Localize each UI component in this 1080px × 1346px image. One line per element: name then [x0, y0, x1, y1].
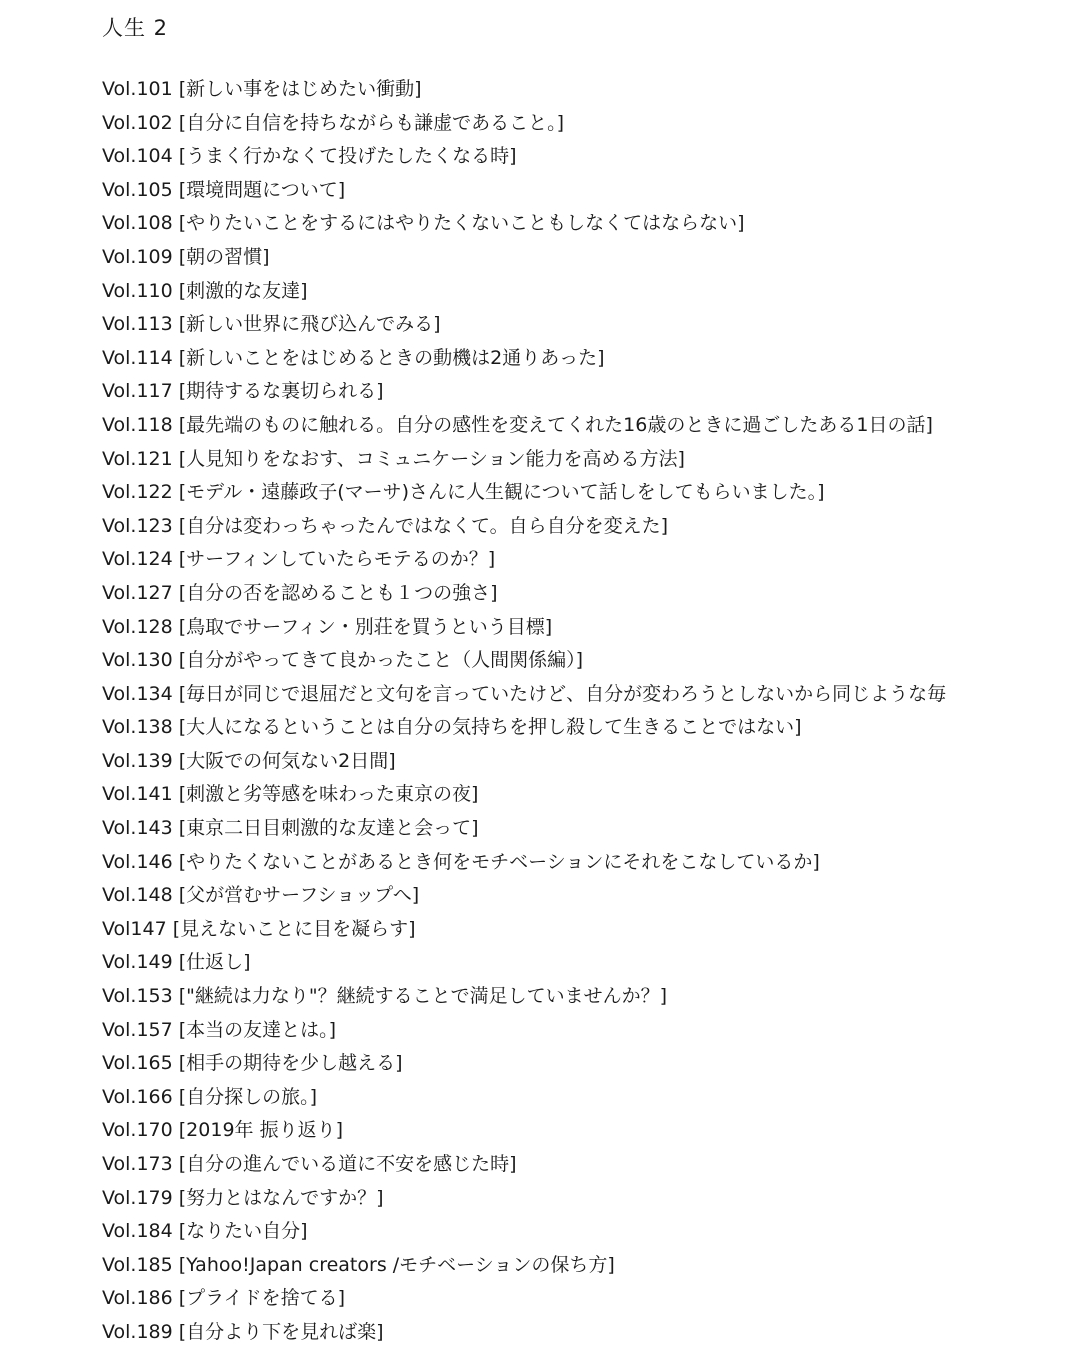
list-item: Vol.146 [やりたくないことがあるとき何をモチベーションにそれをこなしているか] [102, 850, 820, 873]
list-item: Vol.189 [自分より下を見れば楽] [102, 1320, 384, 1343]
document-title: 人生 2 [102, 16, 169, 40]
list-item: Vol.123 [自分は変わっちゃったんではなくて。自ら自分を変えた] [102, 514, 669, 537]
list-item: Vol.109 [朝の習慣] [102, 245, 270, 268]
list-item: Vol.127 [自分の否を認めることも１つの強さ] [102, 581, 498, 604]
list-item: Vol.101 [新しい事をはじめたい衝動] [102, 78, 422, 100]
list-item: Vol.139 [大阪での何気ない2日間] [102, 749, 396, 772]
list-item: Vol.122 [モデル・遠藤政子(マーサ)さんに人生観について話しをしてもらいました。] [102, 481, 825, 504]
list-item: Vol.186 [プライドを捨てる] [102, 1287, 346, 1310]
list-item: Vol.166 [自分探しの旅。] [102, 1085, 318, 1108]
list-item: Vol.173 [自分の進んでいる道に不安を感じた時] [102, 1153, 517, 1175]
list-item: Vol.113 [新しい世界に飛び込んでみる] [102, 313, 441, 336]
list-item: Vol.121 [人見知りをなおす、コミュニケーション能力を高める方法] [102, 447, 685, 470]
list-item: Vol.149 [仕返し] [102, 951, 251, 974]
list-item: Vol.134 [毎日が同じで退屈だと文句を言っていたけど、自分が変わろうとしないから同じような毎 [102, 682, 947, 705]
list-item: Vol.117 [期待するな裏切られる] [102, 380, 384, 403]
list-item: Vol.141 [刺激と劣等感を味わった東京の夜] [102, 783, 479, 806]
list-item: Vol.157 [本当の友達とは。] [102, 1018, 337, 1041]
list-item: Vol.184 [なりたい自分] [102, 1220, 308, 1243]
list-item: Vol.185 [Yahoo!Japan creators /モチベーションの保ち方] [102, 1253, 615, 1276]
list-item: Vol.179 [努力とはなんですか？] [102, 1186, 384, 1209]
list-item: Vol.138 [大人になるということは自分の気持ちを押し殺して生きることではない] [102, 716, 802, 739]
list-item: Vol.130 [自分がやってきて良かったこと（人間関係編）] [102, 649, 584, 672]
list-item: Vol.102 [自分に自信を持ちながらも謙虚であること。] [102, 111, 565, 134]
list-item: Vol.148 [父が営むサーフショップへ] [102, 884, 420, 907]
list-item: Vol.170 [2019年 振り返り] [102, 1119, 343, 1142]
list-item: Vol.124 [サーフィンしていたらモテるのか？] [102, 548, 496, 571]
entry-list [102, 73, 995, 1346]
list-item: Vol.114 [新しいことをはじめるときの動機は2通りあった] [102, 346, 605, 369]
list-item: Vol.105 [環境問題について] [102, 178, 346, 201]
list-item: Vol.143 [東京二日目刺激的な友達と会って] [102, 817, 479, 840]
list-item: Vol.153 ["継続は力なり"？継続することで満足していませんか？] [102, 985, 668, 1008]
list-item: Vol.118 [最先端のものに触れる。自分の感性を変えてくれた16歳のときに過ごしたある1日の話] [102, 413, 933, 436]
list-item: Vol.110 [刺激的な友達] [102, 279, 308, 302]
list-item: Vol.108 [やりたいことをするにはやりたくないこともしなくてはならない] [102, 212, 745, 235]
list-item: Vol.165 [相手の期待を少し越える] [102, 1052, 403, 1075]
list-item: Vol147 [見えないことに目を凝らす] [102, 917, 416, 940]
list-item: Vol.128 [鳥取でサーフィン・別荘を買うという目標] [102, 615, 553, 638]
list-item: Vol.104 [うまく行かなくて投げたしたくなる時] [102, 145, 517, 168]
